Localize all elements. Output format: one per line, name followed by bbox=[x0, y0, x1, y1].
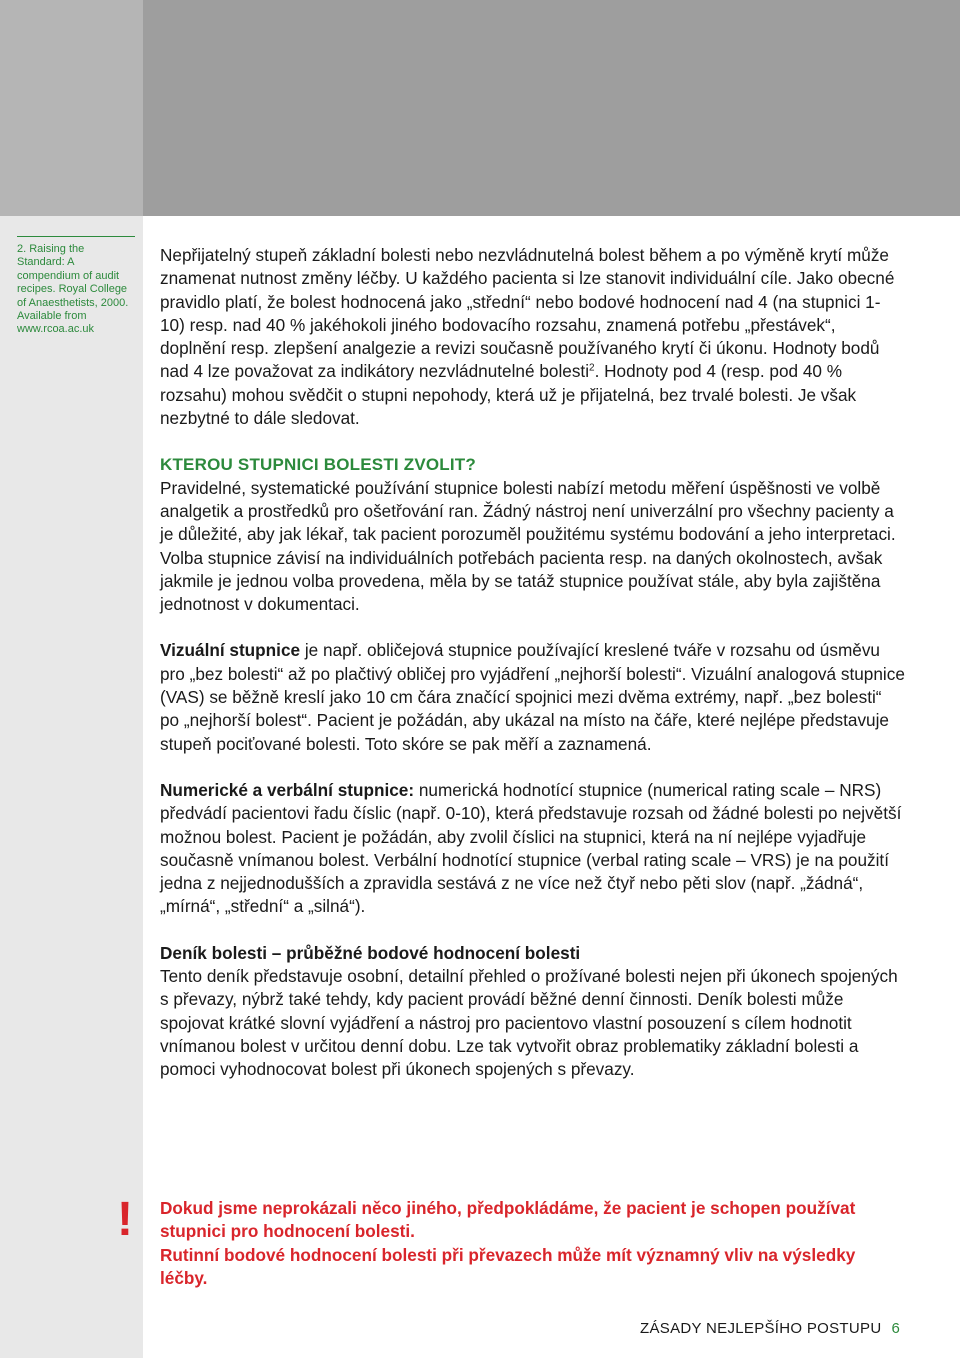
page-footer bbox=[640, 1320, 900, 1337]
footer-title: ZÁSADY NEJLEPŠÍHO POSTUPU bbox=[640, 1320, 882, 1337]
section-paragraph: Pravidelné, systematické používání stupnice bolesti nabízí metodu měření úspěšnosti ve volbě analgetik a prostředků pro ošetřování ran. Žádný nástroj není univerzální pro všechny pacienty a je důležité, aby jak lékař, tak pacient porozuměl použitému systému bodování a jeho interpretaci. Volba stupnice závisí na individuálních potřebách pacienta resp. na daných okolnostech, avšak jakmile je jednou volba provedena, měla by se tatáž stupnice používat stále, aby byla zajištěna jednotnost v dokumentaci. bbox=[160, 477, 896, 615]
warning-line-2: Rutinní bodové hodnocení bolesti při převazech může mít významný vliv na výsledky léčby. bbox=[160, 1244, 856, 1288]
warning-box bbox=[160, 1197, 905, 1290]
intro-paragraph bbox=[160, 244, 905, 430]
visual-scale-text: je např. obličejová stupnice používající kreslené tváře v rozsahu od úsměvu pro „bez bolesti“ až po plačtivý obličej pro vyjádření „nejhorší bolesti“. Vizuální analogová stupnice (VAS) se běžně kreslí jako 10 cm čára značící spojnici mezi dvěma extrémy, např. „bez bolesti“ po „nejhorší bolest“. Pacient je požádán, aby ukázal na místo na čáře, které nejlépe představuje stupeň pociťované bolesti. Toto skóre se pak měří a zaznamená. bbox=[160, 640, 905, 754]
visual-scale-label: Vizuální stupnice bbox=[160, 640, 301, 661]
numeric-scale-label: Numerické a verbální stupnice: bbox=[160, 779, 415, 800]
footnote: 2. Raising the Standard: A compendium of audit recipes. Royal College of Anaesthetists, 2000. Available from www.rcoa.ac.uk bbox=[17, 236, 135, 337]
numeric-scale-text: numerická hodnotící stupnice (numerical rating scale – NRS) předvádí pacientovi řadu číslic (např. 0-10), která představuje rozsah od žádné bolesti po největší možnou bolest. Pacient je požádán, aby zvolil číslici na stupnici, která na ní nejlépe vyjadřuje současně vnímanou bolest. Verbální hodnotící stupnice (verbal rating scale – VRS) je na použití jedna z nejjednodušších a zpravidla sestává z ne více než čtyř nebo pěti slov (např. „žádná“, „mírná“, „střední“ a „silná“). bbox=[160, 779, 902, 917]
exclamation-icon: ! bbox=[117, 1193, 133, 1246]
main-content bbox=[160, 244, 905, 1082]
numeric-scale-paragraph bbox=[160, 779, 905, 919]
section-heading: KTEROU STUPNICI BOLESTI ZVOLIT? bbox=[160, 455, 476, 475]
intro-text-a: Nepřijatelný stupeň základní bolesti nebo nezvládnutelná bolest během a po výměně krytí může znamenat nutnost změny léčby. U každého pacienta si lze stanovit individuální cíle. Jako obecné pravidlo platí, že bolest hodnocená jako „střední“ nebo bodové hodnocení nad 4 (na stupnici 1-10) resp. nad 40 % jakéhokoli jiného bodovacího rozsahu, znamená potřebu „přestávek“, doplnění resp. zlepšení analgezie a revizi současně používaného krytí či úkonu. Hodnoty bodů nad 4 lze považovat za indikátory nezvládnutelné bolesti bbox=[160, 245, 895, 382]
side-top-block bbox=[0, 0, 143, 216]
visual-scale-paragraph bbox=[160, 639, 905, 755]
footnote-ref: 2 bbox=[589, 362, 595, 374]
intro-text-b: . Hodnoty pod 4 (resp. pod 40 % rozsahu) mohou svědčit o stupni nepohody, která už je přijatelná, bez trvalé bolesti. Je však nezbytné to dále sledovat. bbox=[160, 361, 857, 429]
warning-line-1: Dokud jsme neprokázali něco jiného, předpokládáme, že pacient je schopen používat stupnici pro hodnocení bolesti. bbox=[160, 1198, 856, 1242]
page-number: 6 bbox=[891, 1320, 901, 1337]
diary-heading: Deník bolesti – průběžné bodové hodnocení bolesti bbox=[160, 942, 581, 963]
top-band bbox=[143, 0, 960, 216]
diary-paragraph: Tento deník představuje osobní, detailní přehled o prožívané bolesti nejen při úkonech spojených s převazy, nýbrž také tehdy, kdy pacient provádí běžné denní činnosti. Deník bolesti může spojovat krátké slovní vyjádření a nástroj pro pacientovo vlastní posouzení s cílem hodnotit vnímanou bolest v určitou denní dobu. Lze tak vytvořit obraz problematiky základní bolesti a pomoci vyhodnocovat bolest při úkonech spojených s převazy. bbox=[160, 966, 898, 1080]
